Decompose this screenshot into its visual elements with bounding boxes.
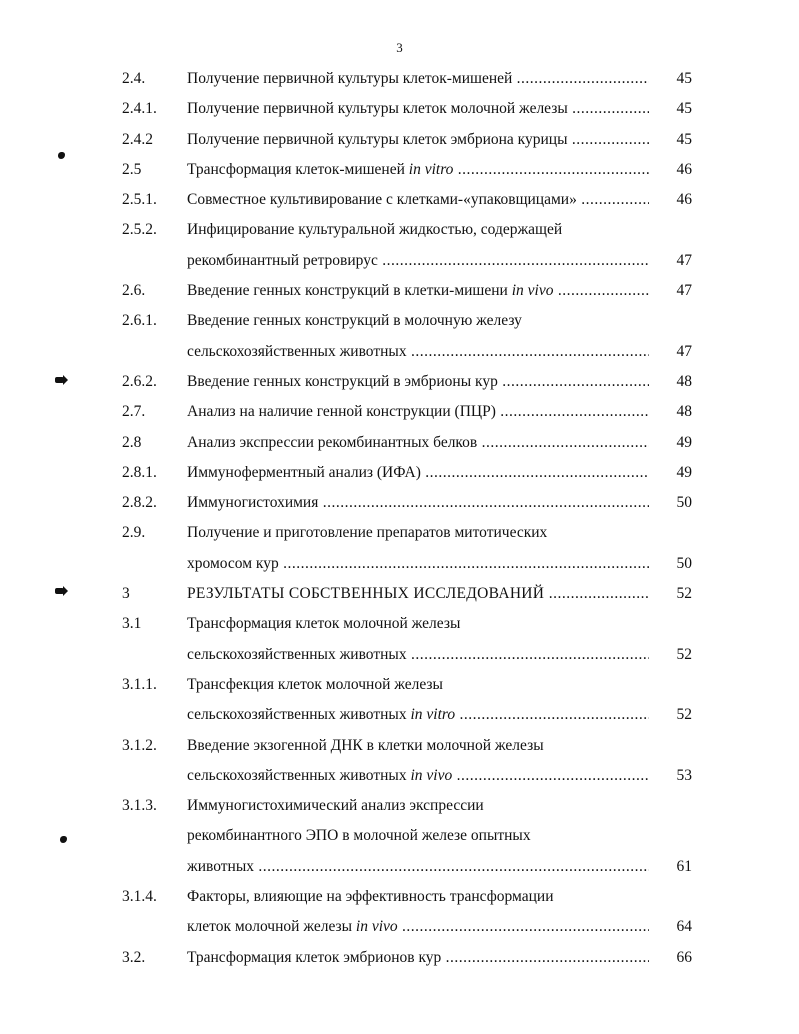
section-title: сельскохозяйственных животных in vitro .....	[187, 700, 649, 730]
page-ref: 47	[676, 282, 692, 300]
toc-entry	[0, 367, 799, 397]
toc-line	[0, 94, 799, 124]
page-ref: 47	[676, 251, 692, 269]
toc-line	[0, 731, 799, 761]
toc-entry	[0, 791, 799, 882]
section-number: 2.5.2.	[122, 221, 157, 239]
toc-entry	[0, 670, 799, 731]
page-ref: 48	[676, 403, 692, 421]
section-title: Введение генных конструкций в эмбрионы кур .....	[187, 367, 649, 397]
section-number: 2.8.2.	[122, 494, 157, 512]
toc-line	[0, 579, 799, 609]
toc-line	[0, 761, 799, 791]
toc-line	[0, 458, 799, 488]
section-number: 3	[122, 585, 130, 603]
toc-entry	[0, 609, 799, 670]
toc-line	[0, 367, 799, 397]
section-title: Введение экзогенной ДНК в клетки молочной железы	[187, 736, 544, 754]
page-ref: 49	[676, 463, 692, 481]
page-ref: 49	[676, 433, 692, 451]
page-ref: 52	[676, 706, 692, 724]
page-ref: 46	[676, 191, 692, 209]
page-ref: 64	[676, 918, 692, 936]
toc-entry	[0, 64, 799, 94]
page-ref: 45	[676, 130, 692, 148]
page-ref: 48	[676, 372, 692, 390]
section-number: 2.8	[122, 433, 142, 451]
section-title: РЕЗУЛЬТАТЫ СОБСТВЕННЫХ ИССЛЕДОВАНИЙ .....	[187, 579, 649, 609]
section-title: Иммуногистохимия .....	[187, 488, 649, 518]
toc-line	[0, 821, 799, 851]
toc-entry	[0, 882, 799, 943]
toc-line	[0, 882, 799, 912]
toc-entry	[0, 306, 799, 367]
section-title: рекомбинантный ретровирус .....	[187, 246, 649, 276]
section-title: Получение первичной культуры клеток-мишеней .....	[187, 64, 649, 94]
page-ref: 52	[676, 585, 692, 603]
page-ref: 45	[676, 100, 692, 118]
toc-line	[0, 428, 799, 458]
page-number: 3	[396, 40, 403, 55]
toc-entry	[0, 458, 799, 488]
toc-line	[0, 397, 799, 427]
toc-line	[0, 670, 799, 700]
section-title: сельскохозяйственных животных .....	[187, 337, 649, 367]
section-title: Инфицирование культуральной жидкостью, содержащей	[187, 221, 563, 239]
page-ref: 50	[676, 554, 692, 572]
section-title: клеток молочной железы in vivo .....	[187, 912, 649, 942]
section-title: сельскохозяйственных животных in vivo .....	[187, 761, 649, 791]
toc-line	[0, 640, 799, 670]
section-number: 2.6.2.	[122, 372, 157, 390]
section-title: Совместное культивирование с клетками-«упаковщицами» .....	[187, 185, 649, 215]
section-title: Введение генных конструкций в молочную железу	[187, 312, 522, 330]
section-number: 3.1.3.	[122, 797, 157, 815]
section-title: Иммуноферментный анализ (ИФА) .....	[187, 458, 649, 488]
toc-entry	[0, 488, 799, 518]
section-title: Трансформация клеток-мишеней in vitro .....	[187, 155, 649, 185]
toc-entry	[0, 215, 799, 276]
toc-entry	[0, 428, 799, 458]
toc-line	[0, 488, 799, 518]
section-title: животных .....	[187, 852, 649, 882]
toc-line	[0, 155, 799, 185]
toc-entry	[0, 943, 799, 973]
page-ref: 45	[676, 70, 692, 87]
toc-line	[0, 125, 799, 155]
section-number: 2.7.	[122, 403, 146, 421]
toc-entry	[0, 397, 799, 427]
section-title: Введение генных конструкций в клетки-мишени in vivo .....	[187, 276, 649, 306]
page-ref: 66	[676, 948, 692, 966]
toc-line	[0, 276, 799, 306]
section-number: 3.1.2.	[122, 736, 157, 754]
section-number: 2.4.	[122, 70, 146, 87]
section-title: сельскохозяйственных животных .....	[187, 640, 649, 670]
toc-entry	[0, 185, 799, 215]
table-of-contents	[0, 64, 799, 973]
section-title: Получение первичной культуры клеток эмбриона курицы .....	[187, 125, 649, 155]
toc-line	[0, 943, 799, 973]
toc-line	[0, 337, 799, 367]
section-title: Трансфекция клеток молочной железы	[187, 675, 443, 693]
toc-entry	[0, 276, 799, 306]
section-title: Трансформация клеток молочной железы	[187, 615, 461, 633]
toc-entry	[0, 94, 799, 124]
page-ref: 61	[676, 857, 692, 875]
section-title: рекомбинантного ЭПО в молочной железе опытных	[187, 827, 531, 845]
toc-entry	[0, 579, 799, 609]
section-title: Факторы, влияющие на эффективность трансформации	[187, 888, 554, 906]
toc-entry	[0, 155, 799, 185]
section-number: 2.6.	[122, 282, 146, 300]
page-ref: 46	[676, 160, 692, 178]
page-ref: 50	[676, 494, 692, 512]
section-title: Трансформация клеток эмбрионов кур .....	[187, 943, 649, 973]
section-title: Анализ экспрессии рекомбинантных белков .....	[187, 428, 649, 458]
toc-line	[0, 64, 799, 94]
toc-line	[0, 852, 799, 882]
page-ref: 47	[676, 342, 692, 360]
toc-line	[0, 912, 799, 942]
toc-line	[0, 306, 799, 336]
toc-line	[0, 215, 799, 245]
section-number: 3.2.	[122, 948, 146, 966]
section-number: 2.5.1.	[122, 191, 157, 209]
section-number: 3.1.1.	[122, 675, 157, 693]
toc-entry	[0, 125, 799, 155]
section-number: 2.8.1.	[122, 463, 157, 481]
toc-entry	[0, 731, 799, 792]
section-number: 3.1	[122, 615, 142, 633]
section-number: 2.4.1.	[122, 100, 157, 118]
section-number: 2.5	[122, 160, 142, 178]
page-ref: 52	[676, 645, 692, 663]
toc-line	[0, 791, 799, 821]
page-ref: 53	[676, 766, 692, 784]
toc-entry	[0, 518, 799, 579]
section-title: Иммуногистохимический анализ экспрессии	[187, 797, 484, 815]
toc-line	[0, 185, 799, 215]
section-title: Анализ на наличие генной конструкции (ПЦР) .....	[187, 397, 649, 427]
toc-line	[0, 549, 799, 579]
section-title: Получение и приготовление препаратов митотических	[187, 524, 548, 542]
toc-line	[0, 609, 799, 639]
section-number: 2.9.	[122, 524, 146, 542]
section-title: хромосом кур .....	[187, 549, 649, 579]
section-number: 2.4.2	[122, 130, 153, 148]
toc-line	[0, 700, 799, 730]
toc-line	[0, 246, 799, 276]
section-number: 2.6.1.	[122, 312, 157, 330]
section-number: 3.1.4.	[122, 888, 157, 906]
section-title: Получение первичной культуры клеток молочной железы .....	[187, 94, 649, 124]
toc-line	[0, 518, 799, 548]
